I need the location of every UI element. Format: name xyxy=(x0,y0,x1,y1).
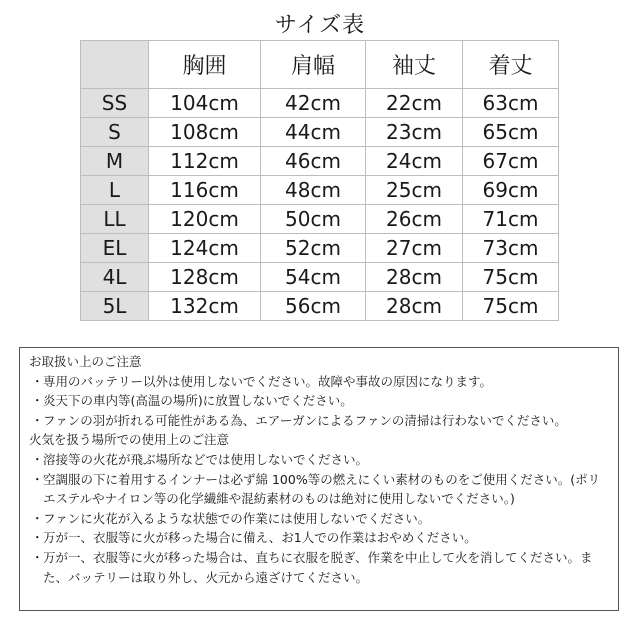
size-table xyxy=(80,40,559,321)
note-text: ファンの羽が折れる可能性がある為、エアーガンによるファンの清掃は行わないでください。 xyxy=(43,412,567,428)
bullet: ・ xyxy=(31,530,44,546)
shoulder-cell: 46cm xyxy=(261,147,366,176)
note-text: 溶接等の火花が飛ぶ場所などでは使用しないでください。 xyxy=(43,451,369,467)
column-header-shoulder: 肩幅 xyxy=(261,41,366,89)
shoulder-cell: 54cm xyxy=(261,263,366,292)
chest-cell: 132cm xyxy=(149,292,261,321)
shoulder-cell: 42cm xyxy=(261,89,366,118)
shoulder-cell: 56cm xyxy=(261,292,366,321)
table-row xyxy=(81,176,559,205)
caution-notes-box xyxy=(19,347,619,611)
note-text: 万が一、衣服等に火が移った場合は、直ちに衣服を脱ぎ、作業を中止して火を消してください。また、バッテリーは取り外し、火元から遠ざけてください。 xyxy=(43,549,593,585)
sleeve-cell: 28cm xyxy=(366,263,463,292)
note-item xyxy=(29,509,610,529)
sleeve-cell: 24cm xyxy=(366,147,463,176)
table-row xyxy=(81,292,559,321)
length-cell: 75cm xyxy=(463,292,559,321)
table-row xyxy=(81,118,559,147)
bullet: ・ xyxy=(31,393,44,409)
length-cell: 65cm xyxy=(463,118,559,147)
chest-cell: 120cm xyxy=(149,205,261,234)
size-cell: LL xyxy=(81,205,149,234)
note-text: 炎天下の車内等(高温の場所)に放置しないでください。 xyxy=(43,393,353,409)
note-item xyxy=(29,548,610,587)
table-row xyxy=(81,147,559,176)
size-cell: L xyxy=(81,176,149,205)
size-cell: EL xyxy=(81,234,149,263)
note-text: 専用のバッテリー以外は使用しないでください。故障や事故の原因になります。 xyxy=(43,373,493,389)
sleeve-cell: 28cm xyxy=(366,292,463,321)
size-cell: SS xyxy=(81,89,149,118)
table-row xyxy=(81,234,559,263)
column-header-length: 着丈 xyxy=(463,41,559,89)
bullet: ・ xyxy=(31,451,44,467)
note-text: 空調服の下に着用するインナーは必ず綿 100%等の燃えにくい素材のものをご使用ください。(ポリエステルやナイロン等の化学繊維や混紡素材のものは絶対に使用しないでください。) xyxy=(43,471,601,507)
column-header-sleeve: 袖丈 xyxy=(366,41,463,89)
size-cell: M xyxy=(81,147,149,176)
chest-cell: 108cm xyxy=(149,118,261,147)
note-text: 万が一、衣服等に火が移った場合に備え、お1人での作業はおやめください。 xyxy=(43,530,477,546)
length-cell: 73cm xyxy=(463,234,559,263)
fire-cautions-heading: 火気を扱う場所での使用上のご注意 xyxy=(29,432,230,448)
note-item xyxy=(29,528,610,548)
chest-cell: 112cm xyxy=(149,147,261,176)
page-title: サイズ表 xyxy=(274,13,366,38)
note-text: ファンに火花が入るような状態での作業には使用しないでください。 xyxy=(43,510,431,526)
sleeve-cell: 23cm xyxy=(366,118,463,147)
sleeve-cell: 27cm xyxy=(366,234,463,263)
bullet: ・ xyxy=(31,549,44,565)
length-cell: 63cm xyxy=(463,89,559,118)
chest-cell: 104cm xyxy=(149,89,261,118)
size-cell: 4L xyxy=(81,263,149,292)
sleeve-cell: 22cm xyxy=(366,89,463,118)
size-cell: S xyxy=(81,118,149,147)
bullet: ・ xyxy=(31,412,44,428)
note-item xyxy=(29,372,610,392)
shoulder-cell: 50cm xyxy=(261,205,366,234)
length-cell: 71cm xyxy=(463,205,559,234)
note-item xyxy=(29,411,610,431)
table-row xyxy=(81,205,559,234)
bullet: ・ xyxy=(31,471,44,487)
length-cell: 75cm xyxy=(463,263,559,292)
sleeve-cell: 26cm xyxy=(366,205,463,234)
bullet: ・ xyxy=(31,373,44,389)
bullet: ・ xyxy=(31,510,44,526)
length-cell: 69cm xyxy=(463,176,559,205)
chest-cell: 128cm xyxy=(149,263,261,292)
size-cell: 5L xyxy=(81,292,149,321)
shoulder-cell: 52cm xyxy=(261,234,366,263)
length-cell: 67cm xyxy=(463,147,559,176)
table-row xyxy=(81,89,559,118)
handling-cautions-heading: お取扱い上のご注意 xyxy=(29,354,142,369)
table-row xyxy=(81,263,559,292)
note-item xyxy=(29,391,610,411)
table-header-row xyxy=(81,41,559,89)
chest-cell: 116cm xyxy=(149,176,261,205)
chest-cell: 124cm xyxy=(149,234,261,263)
column-header-chest: 胸囲 xyxy=(149,41,261,89)
shoulder-cell: 44cm xyxy=(261,118,366,147)
note-item xyxy=(29,470,610,509)
note-item xyxy=(29,450,610,470)
sleeve-cell: 25cm xyxy=(366,176,463,205)
shoulder-cell: 48cm xyxy=(261,176,366,205)
table-corner-cell xyxy=(81,41,149,89)
